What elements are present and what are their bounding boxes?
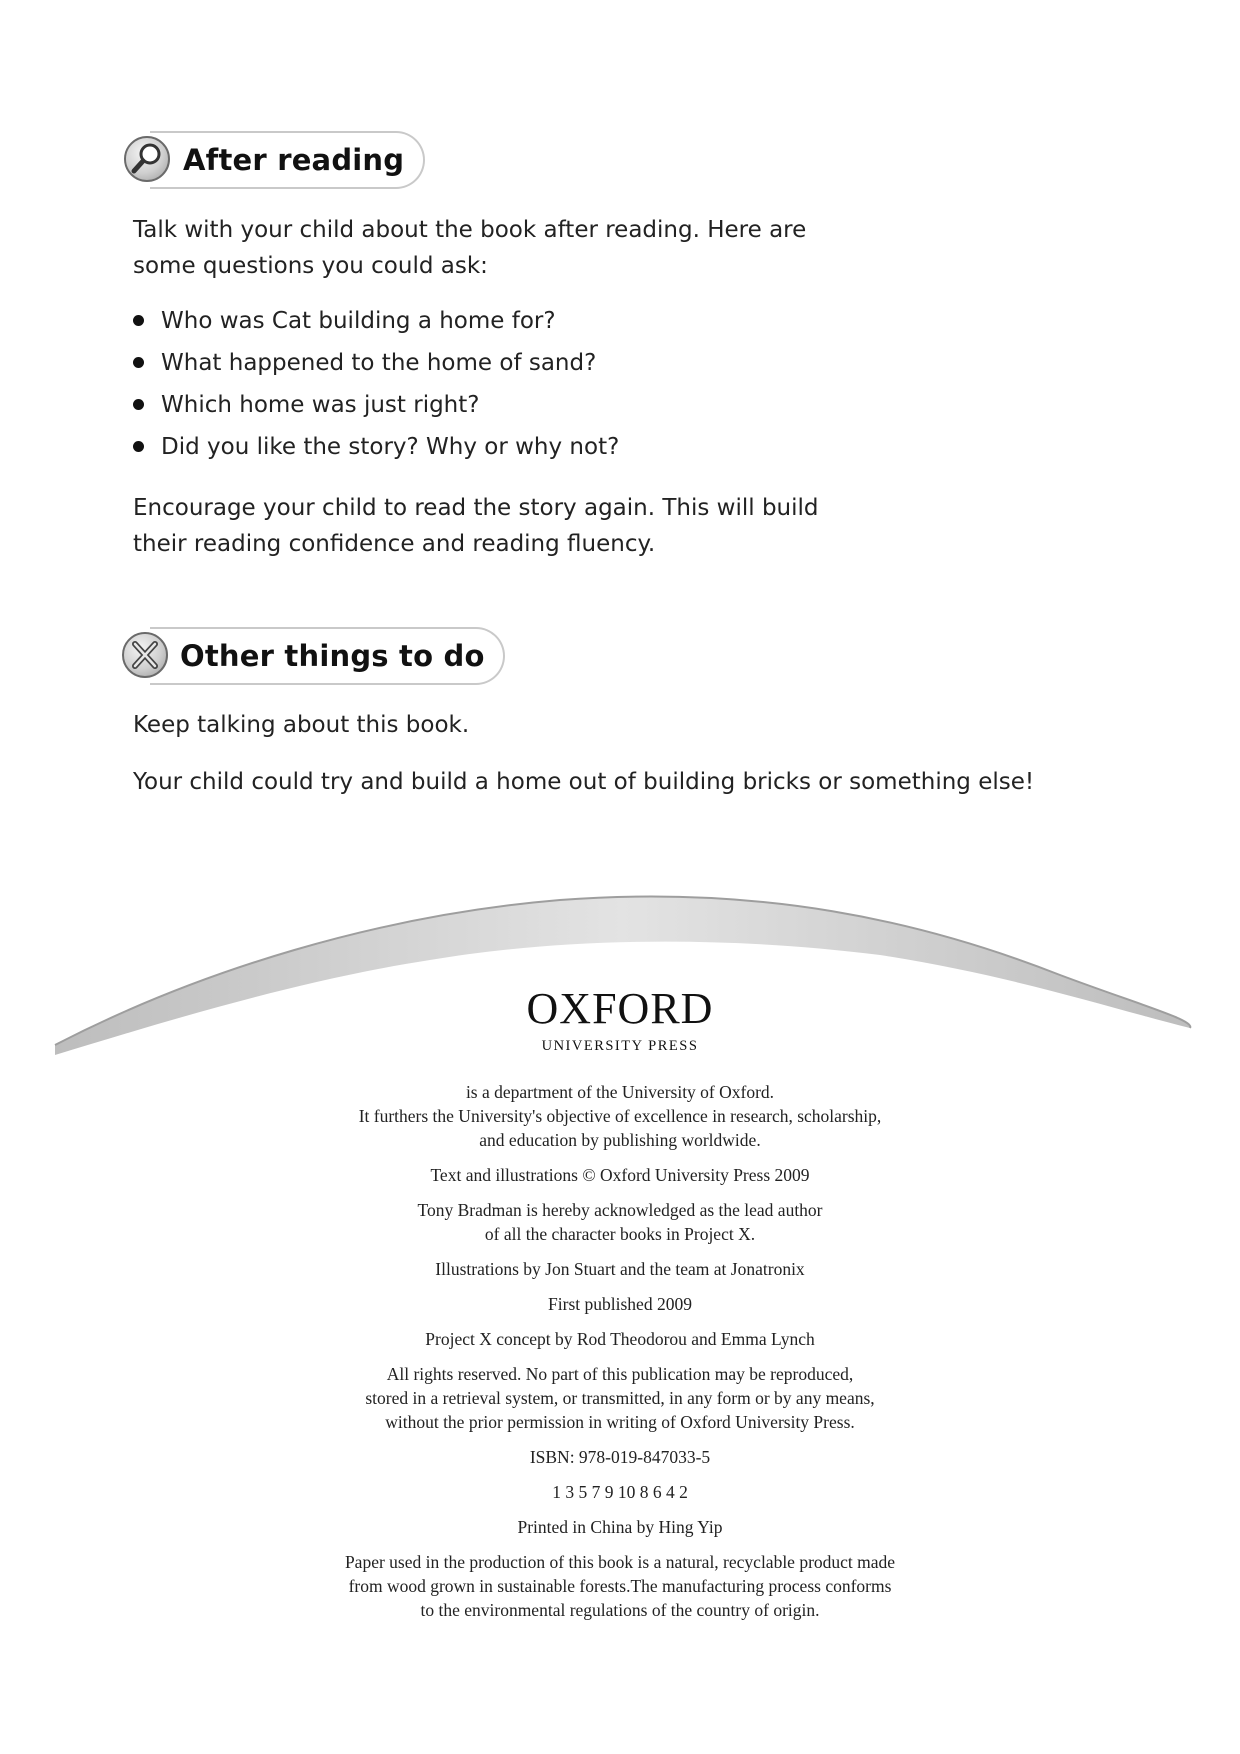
magnifying-glass-icon	[124, 136, 170, 182]
colophon-paragraph: All rights reserved. No part of this publication may be reproduced, stored in a retrieval system, or transmitted, in any form or by any means, without the prior permission in writing of Oxford University Press.	[365, 1364, 875, 1432]
bullet-icon	[133, 315, 144, 326]
colophon-paragraph: Tony Bradman is hereby acknowledged as the lead author of all the character books in Project X.	[417, 1200, 823, 1244]
question-text: Who was Cat building a home for?	[161, 308, 556, 334]
bullet-icon	[133, 357, 144, 368]
after-reading-intro: Talk with your child about the book after reading. Here are some questions you could ask:	[133, 217, 807, 279]
list-item	[131, 426, 619, 468]
other-things-title: Other things to do	[180, 639, 485, 673]
logo-main-text: OXFORD	[526, 984, 714, 1033]
bullet-icon	[133, 441, 144, 452]
after-reading-closing: Encourage your child to read the story again. This will build their reading confidence and reading fluency.	[133, 495, 819, 557]
question-text: What happened to the home of sand?	[161, 350, 597, 376]
colophon-paragraph: is a department of the University of Oxford. It furthers the University's objective of excellence in research, scholarship, and education by publishing worldwide.	[358, 1082, 882, 1150]
list-item	[131, 342, 619, 384]
colophon-paragraph: First published 2009	[548, 1294, 692, 1314]
colophon-paragraph: Illustrations by Jon Stuart and the team at Jonatronix	[435, 1259, 805, 1279]
question-text: Which home was just right?	[161, 392, 480, 418]
question-list	[131, 300, 619, 468]
list-item	[131, 300, 619, 342]
bullet-icon	[133, 399, 144, 410]
colophon-paragraph: Printed in China by Hing Yip	[517, 1517, 723, 1537]
oxford-logo	[0, 985, 1240, 1057]
project-x-badge-icon	[122, 632, 168, 678]
colophon-paragraph: Text and illustrations © Oxford University Press 2009	[430, 1165, 810, 1185]
other-things-line-1: Keep talking about this book.	[133, 712, 470, 738]
list-item	[131, 384, 619, 426]
other-things-line-2: Your child could try and build a home out of building bricks or something else!	[133, 769, 1035, 795]
colophon-paragraph: ISBN: 978-019-847033-5	[529, 1447, 711, 1467]
question-text: Did you like the story? Why or why not?	[161, 434, 620, 460]
colophon	[260, 1080, 980, 1633]
colophon-paragraph: 1 3 5 7 9 10 8 6 4 2	[552, 1482, 688, 1502]
colophon-paragraph: Project X concept by Rod Theodorou and Emma Lynch	[425, 1329, 815, 1349]
colophon-paragraph: Paper used in the production of this book is a natural, recyclable product made from wood grown in sustainable forests.The manufacturing process conforms to the environmental regulations of the country of origin.	[344, 1552, 896, 1620]
logo-sub-text: UNIVERSITY PRESS	[541, 1038, 699, 1054]
after-reading-title: After reading	[183, 143, 405, 177]
